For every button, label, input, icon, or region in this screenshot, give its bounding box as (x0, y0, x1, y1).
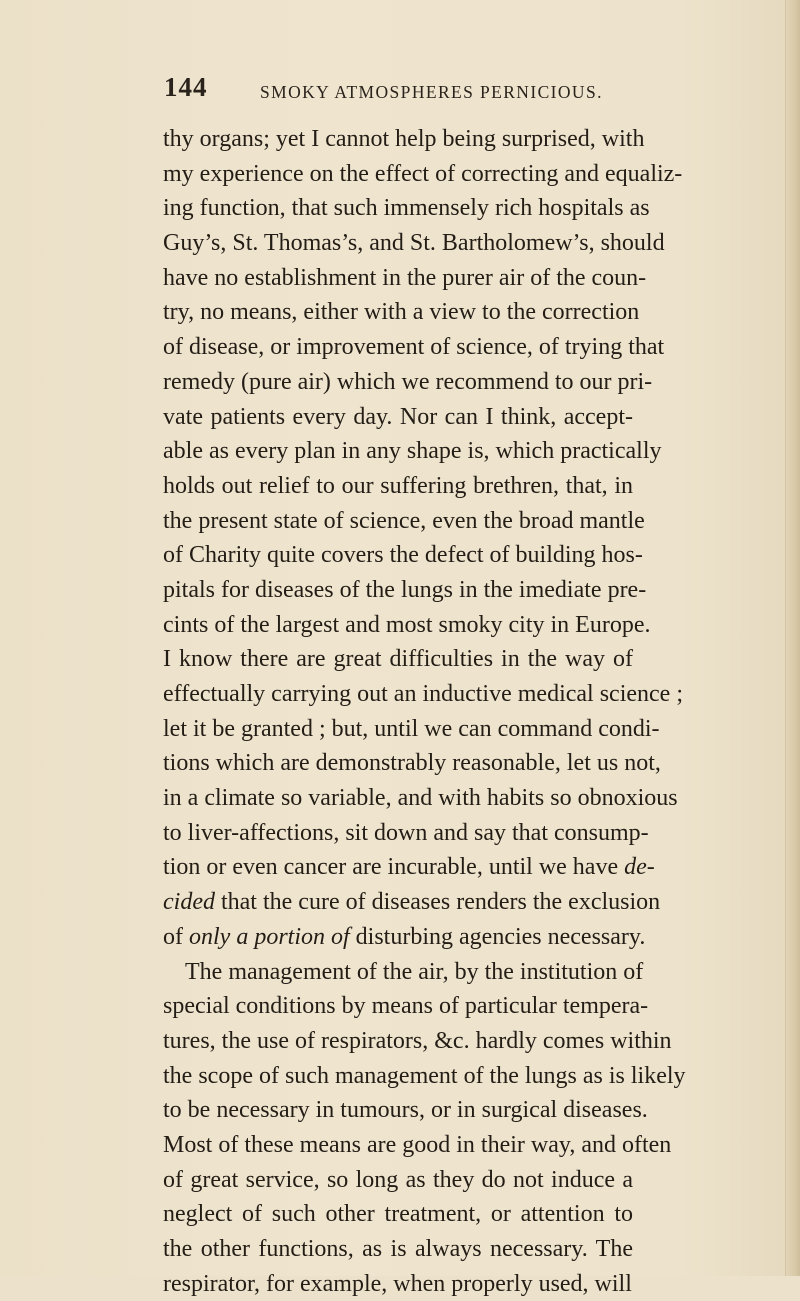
text-line: cints of the largest and most smoky city in Europe. (163, 611, 651, 638)
text-segment: tion or even cancer are incurable, until we have (163, 854, 619, 881)
italic-segment: only a portion of (189, 923, 350, 950)
text-line: thy organs; yet I cannot help being surprised, with (163, 126, 645, 152)
text-line: remedy (pure air) which we recommend to our pri- (163, 368, 653, 395)
body-text (163, 122, 686, 1301)
text-line-with-italic (163, 920, 646, 955)
text-segment: of (163, 923, 189, 950)
italic-segment: de- (624, 854, 655, 881)
text-line: effectually carrying out an inductive medical science ; (163, 681, 683, 707)
text-line: pitals for diseases of the lungs in the imediate pre- (163, 576, 647, 603)
text-line: tions which are demonstrably reasonable, let us not, (163, 750, 661, 777)
text-line: special conditions by means of particular tempera- (163, 993, 649, 1020)
text-line: able as every plan in any shape is, which practically (163, 438, 662, 465)
text-line: Guy’s, St. Thomas’s, and St. Bartholomew’s, should (163, 230, 665, 257)
text-segment: that the cure of diseases renders the exclusion (214, 889, 661, 916)
text-line: neglect of such other treatment, or attention to (163, 1201, 633, 1228)
page-header (164, 72, 624, 112)
text-line: ing function, that such immensely rich hospitals as (163, 195, 650, 222)
text-line-with-italic (163, 885, 661, 920)
text-line: I know there are great difficulties in the way of (163, 646, 633, 673)
text-line: Most of these means are good in their way, and often (163, 1131, 672, 1158)
page-number: 144 (164, 72, 208, 102)
running-head: SMOKY ATMOSPHERES PERNICIOUS. (260, 82, 603, 102)
page-edge (785, 0, 800, 1276)
text-line: the present state of science, even the broad mantle (163, 507, 645, 534)
text-line: of disease, or improvement of science, of trying that (163, 334, 665, 361)
text-line: in a climate so variable, and with habits so obnoxious (163, 785, 678, 812)
text-line-with-italic (163, 850, 655, 885)
text-line: tures, the use of respirators, &c. hardly comes within (163, 1027, 672, 1054)
text-line: holds out relief to our suffering brethren, that, in (163, 472, 633, 499)
text-line: let it be granted ; but, until we can command condi- (163, 715, 660, 742)
text-line: have no establishment in the purer air of the coun- (163, 264, 647, 291)
paragraph-start-line: The management of the air, by the institution of (185, 958, 644, 985)
text-line: to liver-affections, sit down and say that consump- (163, 819, 649, 846)
text-line: vate patients every day. Nor can I think, accept- (163, 403, 633, 430)
text-line: to be necessary in tumours, or in surgical diseases. (163, 1097, 648, 1124)
text-segment: disturbing agencies necessary. (349, 923, 646, 950)
text-line: of Charity quite covers the defect of building hos- (163, 542, 643, 569)
italic-segment: cided (163, 889, 215, 916)
text-line: the scope of such management of the lungs as is likely (163, 1062, 686, 1089)
text-line: the other functions, as is always necessary. The (163, 1236, 633, 1262)
text-line: respirator, for example, when properly used, will (163, 1270, 632, 1297)
text-line: try, no means, either with a view to the correction (163, 299, 640, 326)
text-line: my experience on the effect of correcting and equaliz- (163, 160, 683, 187)
text-line: of great service, so long as they do not induce a (163, 1166, 633, 1193)
